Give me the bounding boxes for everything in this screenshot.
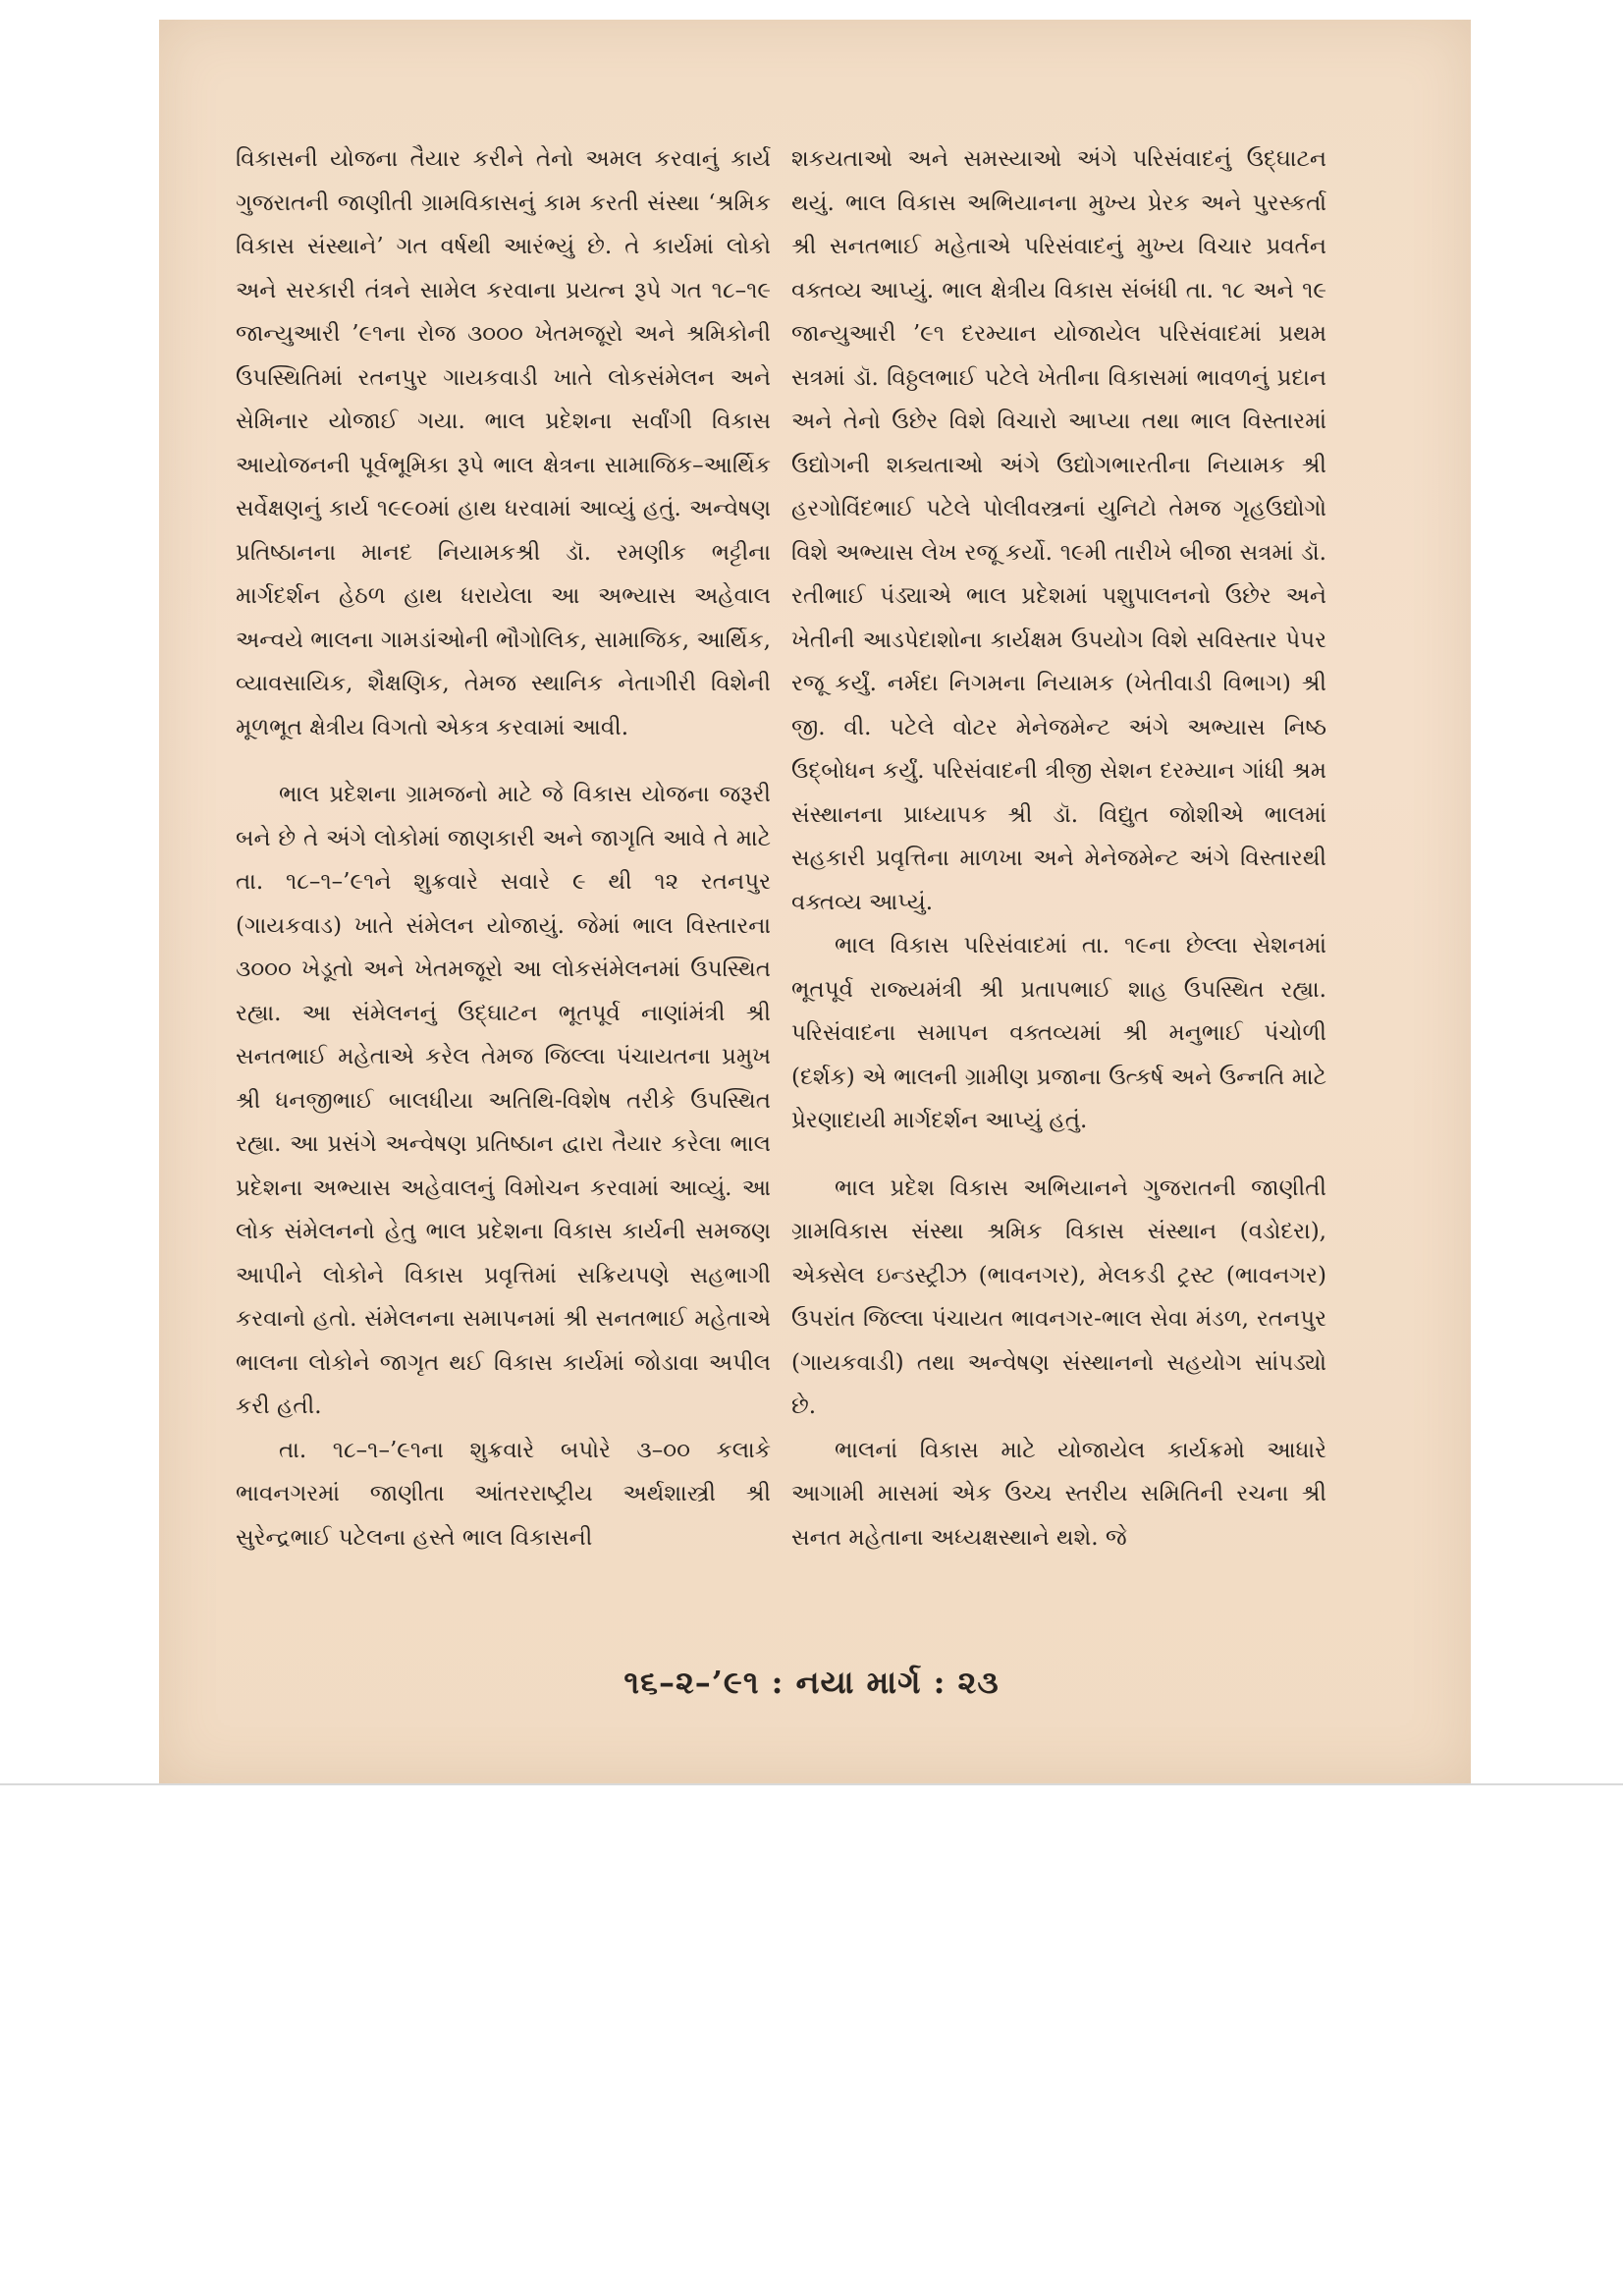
magazine-name: : નયા માર્ગ: [772, 1664, 922, 1701]
paragraph: તા. ૧૮–૧–’૯૧ના શુક્રવારે બપોરે ૩–૦૦ કલાકે ભાવનગરમાં જાણીતા આંતરરાષ્ટ્રીય અર્થશાસ્ત્રી શ્રી સુરેન્દ્રભાઈ પટેલના હસ્તે ભાલ વિકાસની: [236, 1437, 771, 1551]
paragraph: વિકાસની યોજના તૈયાર કરીને તેનો અમલ કરવાનું કાર્ય ગુજરાતની જાણીતી ગ્રામવિકાસનું કામ કરતી સંસ્થા ‘શ્રમિક વિકાસ સંસ્થાને’ ગત વર્ષથી આરંભ્યું છે. તે કાર્યમાં લોકો અને સરકારી તંત્રને સામેલ કરવાના પ્રયત્ન રૂપે ગત ૧૮–૧૯ જાન્યુઆરી ’૯૧ના રોજ ૩૦૦૦ ખેતમજૂરો અને શ્રમિકોની ઉપસ્થિતિમાં રતનપુર ગાયકવાડી ખાતે લોકસંમેલન અને સેમિનાર યોજાઈ ગયા. ભાલ પ્રદેશના સર્વાંગી વિકાસ આયોજનની પૂર્વભૂમિકા રૂપે ભાલ ક્ષેત્રના સામાજિક–આર્થિક સર્વેક્ષણનું કાર્ય ૧૯૯૦માં હાથ ધરવામાં આવ્યું હતું. અન્વેષણ પ્રતિષ્ઠાનના માનદ નિયામકશ્રી ડૉ. રમણીક ભટ્ટીના માર્ગદર્શન હેઠળ હાથ ધરાયેલા આ અભ્યાસ અહેવાલ અન્વયે ભાલના ગામડાંઓની ભૌગોલિક, સામાજિક, આર્થિક, વ્યાવસાયિક, શૈક્ષણિક, તેમજ સ્થાનિક નેતાગીરી વિશેની મૂળભૂત ક્ષેત્રીય વિગતો એકત્ર કરવામાં આવી.: [236, 146, 771, 740]
paragraph: શકયતાઓ અને સમસ્યાઓ અંગે પરિસંવાદનું ઉદ્‌ઘાટન થયું. ભાલ વિકાસ અભિયાનના મુખ્ય પ્રેરક અને પુરસ્કર્તા શ્રી સનતભાઈ મહેતાએ પરિસંવાદનું મુખ્ય વિચાર પ્રવર્તન વક્તવ્ય આપ્યું. ભાલ ક્ષેત્રીય વિકાસ સંબંધી તા. ૧૮ અને ૧૯ જાન્યુઆરી ’૯૧ દરમ્યાન યોજાયેલ પરિસંવાદમાં પ્રથમ સત્રમાં ડૉ. વિઠ્ઠલભાઈ પટેલે ખેતીના વિકાસમાં ભાવળનું પ્રદાન અને તેનો ઉછેર વિશે વિચારો આપ્યા તથા ભાલ વિસ્તારમાં ઉદ્યોગની શક્યતાઓ અંગે ઉદ્યોગભારતીના નિયામક શ્રી હરગોવિંદભાઈ પટેલે પોલીવસ્ત્રનાં યુનિટો તેમજ ગૃહઉદ્યોગો વિશે અભ્યાસ લેખ રજૂ કર્યો. ૧૯મી તારીખે બીજા સત્રમાં ડૉ. રતીભાઈ પંડ્યાએ ભાલ પ્રદેશમાં પશુપાલનનો ઉછેર અને ખેતીની આડપેદાશોના કાર્યક્ષમ ઉપયોગ વિશે સવિસ્તાર પેપર રજૂ કર્યું. નર્મદા નિગમના નિયામક (ખેતીવાડી વિભાગ) શ્રી જી. વી. પટેલે વોટર મેનેજમેન્ટ અંગે અભ્યાસ નિષ્ઠ ઉદ્‌બોધન કર્યું. પરિસંવાદની ત્રીજી સેશન દરમ્યાન ગાંધી શ્રમ સંસ્થાનના પ્રાધ્યાપક શ્રી ડૉ. વિદ્યુત જોશીએ ભાલમાં સહકારી પ્રવૃત્તિના માળખા અને મેનેજમેન્ટ અંગે વિસ્તારથી વક્તવ્ય આપ્યું.: [791, 146, 1326, 915]
left-column: [236, 137, 771, 1559]
paragraph: ભાલ વિકાસ પરિસંવાદમાં તા. ૧૯ના છેલ્લા સેશનમાં ભૂતપૂર્વ રાજ્યમંત્રી શ્રી પ્રતાપભાઈ શાહ ઉપસ્થિત રહ્યા. પરિસંવાદના સમાપન વક્તવ્યમાં શ્રી મનુભાઈ પંચોળી (દર્શક) એ ભાલની ગ્રામીણ પ્રજાના ઉત્કર્ષ અને ઉન્નતિ માટે પ્રેરણાદાયી માર્ગદર્શન આપ્યું હતું.: [791, 933, 1326, 1133]
scan-edge-divider: [0, 1783, 1623, 1785]
page-number: : ૨૩: [934, 1664, 1000, 1701]
issue-date: ૧૬–૨–’૯૧: [623, 1664, 760, 1701]
right-column: [791, 137, 1326, 1559]
page-footer: [0, 1664, 1623, 1702]
paragraph: ભાલ પ્રદેશના ગ્રામજનો માટે જે વિકાસ યોજના જરૂરી બને છે તે અંગે લોકોમાં જાણકારી અને જાગૃતિ આવે તે માટે તા. ૧૮–૧–’૯૧ને શુક્રવારે સવારે ૯ થી ૧૨ રતનપુર (ગાયકવાડ) ખાતે સંમેલન યોજાયું. જેમાં ભાલ વિસ્તારના ૩૦૦૦ ખેડૂતો અને ખેતમજૂરો આ લોકસંમેલનમાં ઉપસ્થિત રહ્યા. આ સંમેલનનું ઉદ્‌ઘાટન ભૂતપૂર્વ નાણાંમંત્રી શ્રી સનતભાઈ મહેતાએ કરેલ તેમજ જિલ્લા પંચાયતના પ્રમુખ શ્રી ધનજીભાઈ બાલધીયા અતિથિ-વિશેષ તરીકે ઉપસ્થિત રહ્યા. આ પ્રસંગે અન્વેષણ પ્રતિષ્ઠાન દ્વારા તૈયાર કરેલા ભાલ પ્રદેશના અભ્યાસ અહેવાલનું વિમોચન કરવામાં આવ્યું. આ લોક સંમેલનનો હેતુ ભાલ પ્રદેશના વિકાસ કાર્યની સમજણ આપીને લોકોને વિકાસ પ્રવૃત્તિમાં સક્રિયપણે સહભાગી કરવાનો હતો. સંમેલનના સમાપનમાં શ્રી સનતભાઈ મહેતાએ ભાલના લોકોને જાગૃત થઈ વિકાસ કાર્યમાં જોડાવા અપીલ કરી હતી.: [236, 782, 771, 1419]
paragraph: ભાલનાં વિકાસ માટે યોજાયેલ કાર્યક્રમો આધારે આગામી માસમાં એક ઉચ્ચ સ્તરીય સમિતિની રચના શ્રી સનત મહેતાના અધ્યક્ષસ્થાને થશે. જે: [791, 1437, 1326, 1551]
paragraph: ભાલ પ્રદેશ વિકાસ અભિયાનને ગુજરાતની જાણીતી ગ્રામવિકાસ સંસ્થા શ્રમિક વિકાસ સંસ્થાન (વડોદરા), એક્સેલ ઇન્ડસ્ટ્રીઝ (ભાવનગર), મેલકડી ટ્રસ્ટ (ભાવનગર) ઉપરાંત જિલ્લા પંચાયત ભાવનગર-ભાલ સેવા મંડળ, રતનપુર (ગાયકવાડી) તથા અન્વેષણ સંસ્થાનનો સહયોગ સાંપડ્યો છે.: [791, 1175, 1326, 1419]
